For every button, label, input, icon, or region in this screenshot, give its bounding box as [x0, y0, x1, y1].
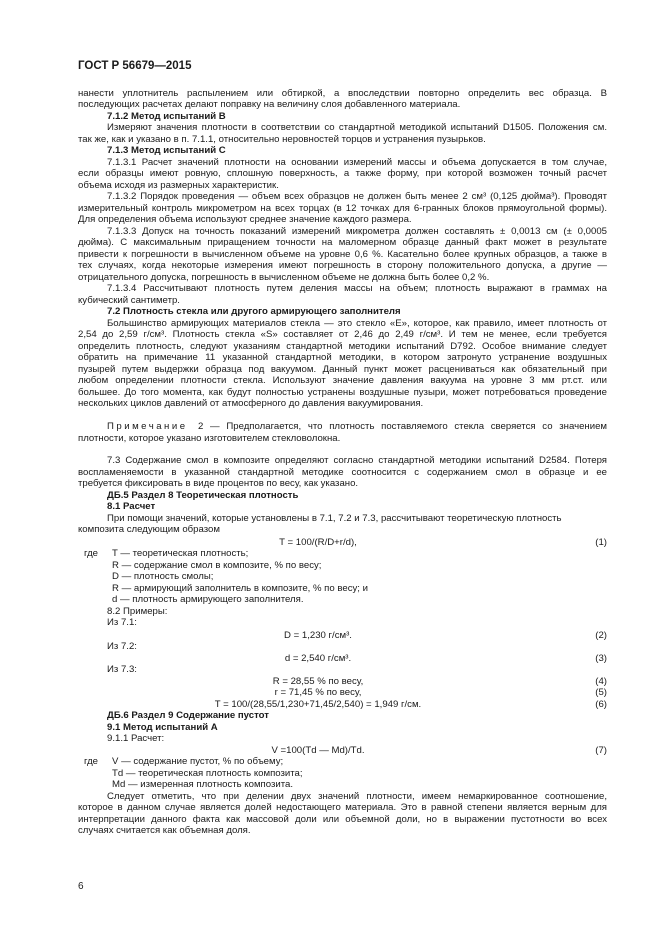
equation: [78, 745, 607, 756]
text-line: 7.1.3.3 Допуск на точность показаний измерений микрометра должен составлять ± 0,0013 см (± 0,0005: [107, 226, 607, 237]
equation-expression: r = 71,45 % по весу,: [274, 687, 362, 698]
text-line: большее. До того момента, как будут полностью устранены воздушные пузыри, может потребоваться проведение: [78, 387, 607, 398]
text-line: случаях считается как объемная доля.: [78, 825, 251, 836]
text-line: 7.1.3.4 Рассчитывают плотность путем деления массы на объем; плотность выражают в граммах на: [107, 283, 607, 294]
text-line: Следует отметить, что при делении двух значений плотности, имеем немаркированное соотношение,: [107, 791, 607, 802]
text-line: дюйма). С максимальным приращением точности на маломерном образце данный факт может в результате: [78, 237, 607, 248]
equation-number: (6): [595, 699, 607, 710]
text-line: интерпретации данного факта как массовой доли или объемной доли, но в выражении пустотности во всех: [78, 814, 607, 825]
text-line: если образцы имеют ровную, сплошную поверхность, а также форму, при которой возможен точный расчет: [78, 168, 607, 179]
section-heading: 7.1.2 Метод испытаний В: [107, 111, 226, 122]
text-line: D — плотность смолы;: [112, 571, 214, 582]
text-line: которое в данном случае является долей недостающего материала. Это в равной степени является верным для: [78, 802, 607, 813]
text-line: последующих расчетах делают поправку на величину слоя добавленного материала.: [78, 99, 461, 110]
equation: [78, 687, 607, 698]
equation: [78, 699, 607, 710]
text-line: Примечание: [107, 421, 188, 432]
equation-expression: d = 2,540 г/см³.: [284, 653, 352, 664]
section-heading: 7.1.3 Метод испытаний С: [107, 145, 226, 156]
text-line: композита следующим образом: [78, 524, 220, 535]
text-line: кубический сантиметр.: [78, 295, 180, 306]
section-heading: 7.2 Плотность стекла или другого армирующего заполнителя: [107, 306, 401, 317]
text-line: привести к погрешности в вычисленном объеме на уровне 0,6 %. Касательно более крупных образцов, а также в: [78, 249, 607, 260]
text-line: R — содержание смол в композите, % по весу;: [112, 560, 322, 571]
equation-expression: D = 1,230 г/см³.: [284, 630, 352, 641]
equation: [78, 630, 607, 641]
text-line: плотности, которое указано изготовителем стекловолокна.: [78, 433, 341, 444]
equation-number: (7): [595, 745, 607, 756]
text-line: отрицательного допуска, погрешность в вычисленном объеме не должна быть более 0,2 %.: [78, 272, 490, 283]
equation-number: (3): [595, 653, 607, 664]
equation-expression: V =100(Td — Md)/Td.: [271, 745, 365, 756]
text-line: Из 7.2:: [107, 641, 137, 652]
text-line: обратить на примечание 11 указанной стандартной методики, в котором затронуто устранение воздушных: [78, 352, 607, 363]
equation: [78, 676, 607, 687]
section-heading: ДБ.6 Раздел 9 Содержание пустот: [107, 710, 269, 721]
text-line: Измеряют значения плотности в соответствии со стандартной методикой испытаний D1505. Положения см.: [107, 122, 607, 133]
text-line: 2 — Предполагается, что плотность поставляемого стекла сверяется со значением: [198, 421, 607, 432]
document-header: ГОСТ Р 56679—2015: [78, 60, 192, 72]
text-line: так же, как и указано в п. 7.1.1, относительно неровностей торцов и устранения пузырьков.: [78, 134, 486, 145]
section-heading: 9.1 Метод испытаний А: [107, 722, 218, 733]
text-line: 7.1.3.1 Расчет значений плотности на основании измерений массы и объема допускается в том случае,: [107, 157, 607, 168]
text-line: d — плотность армирующего заполнителя.: [112, 594, 304, 605]
equation-number: (5): [595, 687, 607, 698]
equation-number: (1): [595, 537, 607, 548]
text-line: тех случаях, когда некоторые измерения имеют погрешность в сторону положительного допуска, а другие —: [78, 260, 607, 271]
text-line: объема исходя из размерных характеристик.: [78, 180, 279, 191]
text-line: где: [84, 756, 99, 767]
equation-expression: R = 28,55 % по весу,: [272, 676, 364, 687]
equation-expression: T = 100/(28,55/1,230+71,45/2,540) = 1,949 г/см.: [214, 699, 422, 710]
text-line: V — содержание пустот, % по объему;: [112, 756, 284, 767]
text-line: 7.1.3.2 Порядок проведения — объем всех образцов не должен быть менее 2 см³ (0,125 дюйма³). Проводят: [107, 191, 607, 202]
text-line: измерительный контроль микрометром на всех торцах (в 12 точках для 6-гранных блоков прямоугольной формы).: [78, 203, 607, 214]
text-line: Из 7.3:: [107, 664, 137, 675]
text-line: любом определении плотности стекла. Используют значение давления вакуума на уровне 3 мм рт.ст. или: [78, 375, 607, 386]
text-line: Md — измеренная плотность композита.: [112, 779, 294, 790]
text-line: воспламеняемости в указанной стандартной методике соотносится с содержанием смол в образце и ее: [78, 467, 607, 478]
section-heading: 8.1 Расчет: [107, 501, 156, 512]
equation-number: (2): [595, 630, 607, 641]
equation-number: (4): [595, 676, 607, 687]
text-line: 7.3 Содержание смол в композите определяют согласно стандартной методики испытаний D2584. Потеря: [107, 455, 607, 466]
text-line: требуется фиксировать в виде процентов по весу, как указано.: [78, 478, 359, 489]
text-line: Из 7.1:: [107, 617, 137, 628]
text-line: нанести уплотнитель распылением или обтиркой, а впоследствии повторно определить вес образца. В: [78, 88, 607, 99]
equation-expression: T = 100/(R/D+r/d),: [279, 537, 357, 548]
text-line: 8.2 Примеры:: [107, 606, 168, 617]
text-line: Большинство армирующих материалов стекла — это стекло «Е», которое, как правило, имеет плотность от: [107, 318, 607, 329]
text-line: R — армирующий заполнитель в композите, % по весу; и: [112, 583, 368, 594]
text-line: Td — теоретическая плотность композита;: [112, 768, 303, 779]
text-line: Для определения объема используют среднее значение каждого размера.: [78, 214, 412, 225]
text-line: где: [84, 548, 99, 559]
text-line: пузырей путем выдержки образца под вакуумом. Данный пункт может расцениваться как обязательный при: [78, 364, 607, 375]
text-line: 9.1.1 Расчет:: [107, 733, 165, 744]
text-line: 2,54 до 2,59 г/см³. Плотность стекла «S» составляет от 2,46 до 2,49 г/см³. И тем не менее, если требуется: [78, 329, 607, 340]
text-line: T — теоретическая плотность;: [112, 548, 249, 559]
page-number: 6: [78, 881, 84, 892]
text-line: При помощи значений, которые установлены в 7.1, 7.2 и 7.3, рассчитывают теоретическую плотность: [107, 513, 562, 524]
equation: [78, 537, 607, 548]
equation: [78, 653, 607, 664]
text-line: нескольких циклов давлений от атмосферного до давления вакуумирования.: [78, 398, 424, 409]
text-line: определить плотность, следуют указаниям стандартной методики испытаний D792. Особое внимание следует: [78, 341, 607, 352]
section-heading: ДБ.5 Раздел 8 Теоретическая плотность: [107, 490, 299, 501]
